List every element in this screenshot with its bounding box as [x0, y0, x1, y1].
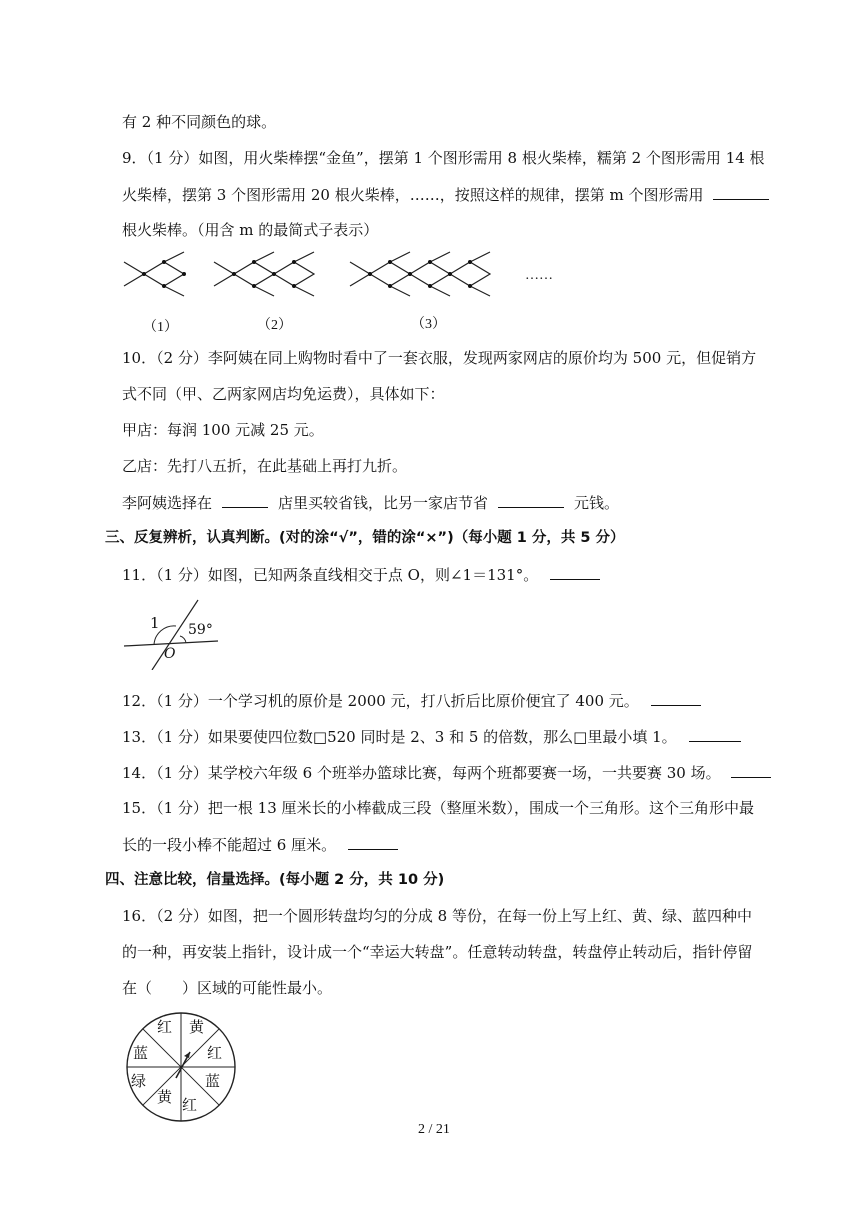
spinner-sector-label: 蓝 — [205, 1072, 221, 1090]
question-16-line-3: 在（ ）区域的可能性最小。 — [122, 979, 333, 997]
text-line: 有 2 种不同颜色的球。 — [122, 113, 277, 131]
section-4-heading: 四、注意比较，信量选择。(每小题 2 分，共 10 分) — [105, 872, 445, 888]
spinner-sector-label: 绿 — [131, 1072, 147, 1090]
point-o-label: O — [164, 646, 176, 662]
spinner-sector-label: 红 — [157, 1018, 173, 1036]
figure-caption-3: （3） — [411, 317, 446, 332]
question-10-line-4: 乙店：先打八五折，在此基础上再打九折。 — [122, 457, 408, 475]
q10-text-1: 李阿姨选择在 — [122, 494, 213, 512]
question-10-line-1: 10．（2 分）李阿姨在同上购物时看中了一套衣服，发现两家网店的原价均为 500 元，但促销方 — [122, 349, 757, 367]
page-number: 2 / 21 — [418, 1122, 450, 1137]
question-9-text: 火柴棒，摆第 3 个图形需用 20 根火柴棒，……，按照这样的规律，摆第 m 个图形需用 — [122, 186, 704, 204]
question-13-text: 13．（1 分）如果要使四位数□520 同时是 2、3 和 5 的倍数，那么□里最小填 1。 — [122, 728, 677, 746]
question-9-line-3: 根火柴棒。（用含 m 的最简式子表示） — [122, 221, 379, 239]
answer-blank[interactable] — [222, 492, 268, 508]
figure-caption-2: （2） — [257, 318, 292, 333]
question-9-line-1: 9．（1 分）如图，用火柴棒摆“金鱼”，摆第 1 个图形需用 8 根火柴棒，糯第 2 个图形需用 14 根 — [122, 149, 765, 167]
question-15-line-2 — [122, 834, 398, 855]
answer-blank[interactable] — [731, 762, 771, 778]
question-16-line-1: 16．（2 分）如图，把一个圆形转盘均匀的分成 8 等份，在每一份上写上红、黄、绿、蓝四种中 — [122, 907, 752, 925]
question-9-line-2 — [122, 184, 769, 205]
spinner-sector-label: 红 — [207, 1044, 223, 1062]
question-10-line-5 — [122, 492, 619, 513]
answer-blank[interactable] — [550, 564, 600, 580]
question-15-line-1: 15．（1 分）把一根 13 厘米长的小棒截成三段（整厘米数），围成一个三角形。这个三角形中最 — [122, 799, 755, 817]
question-15-text: 长的一段小棒不能超过 6 厘米。 — [122, 836, 337, 854]
q10-text-2: 店里买较省钱，比另一家店节省 — [278, 494, 489, 512]
matchstick-fish-figure — [120, 250, 560, 302]
figure-ellipsis: …… — [525, 268, 553, 283]
angle-1-label: 1 — [150, 614, 160, 632]
question-12-line — [122, 690, 701, 711]
question-11-text: 11．（1 分）如图，已知两条直线相交于点 O，则∠1＝131°。 — [122, 566, 539, 584]
section-3-heading: 三、反复辨析，认真判断。(对的涂“√”，错的涂“×”)（每小题 1 分，共 5 分） — [105, 530, 625, 546]
answer-blank[interactable] — [713, 184, 769, 200]
question-14-text: 14．（1 分）某学校六年级 6 个班举办篮球比赛，每两个班都要赛一场，一共要赛 30 场。 — [122, 764, 721, 782]
answer-blank[interactable] — [498, 492, 564, 508]
question-12-text: 12．（1 分）一个学习机的原价是 2000 元，打八折后比原价便宜了 400 元。 — [122, 692, 639, 710]
answer-blank[interactable] — [689, 726, 741, 742]
answer-blank[interactable] — [348, 834, 398, 850]
answer-blank[interactable] — [651, 690, 701, 706]
q10-text-3: 元钱。 — [574, 494, 620, 512]
angle-59-label: 59° — [188, 622, 213, 638]
spinner-sector-label: 黄 — [157, 1088, 173, 1106]
spinner-sector-label: 蓝 — [133, 1044, 149, 1062]
question-10-line-2: 式不同（甲、乙两家网店均免运费），具体如下： — [122, 385, 445, 403]
spinner-sector-label: 黄 — [189, 1018, 205, 1036]
question-10-line-3: 甲店：每润 100 元减 25 元。 — [122, 421, 324, 439]
intersecting-lines-figure — [120, 598, 230, 670]
question-11-line — [122, 564, 600, 585]
question-14-line — [122, 762, 771, 783]
spinner-sector-label: 红 — [182, 1096, 198, 1114]
question-16-line-2: 的一种，再安装上指针，设计成一个“幸运大转盘”。任意转动转盘，转盘停止转动后，指针停留 — [122, 943, 753, 961]
spinner-figure — [124, 1010, 238, 1124]
figure-caption-1: （1） — [143, 320, 178, 335]
question-13-line — [122, 726, 741, 747]
